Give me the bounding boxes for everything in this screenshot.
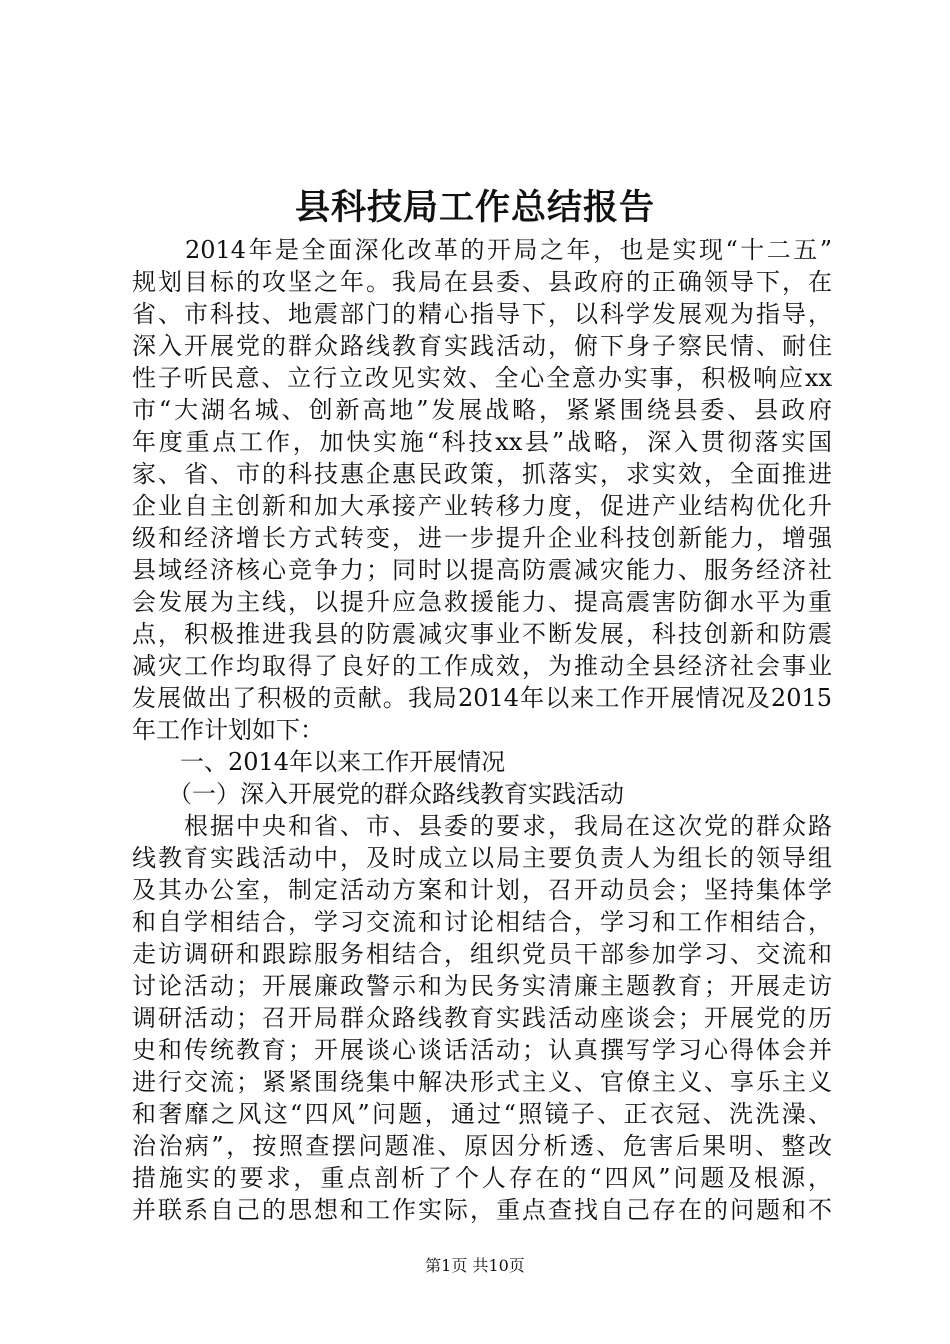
text-line: 进行交流；紧紧围绕集中解决形式主义、官僚主义、享乐主义 [132,1068,832,1096]
text-line: 措施实的要求，重点剖析了个人存在的“四风”问题及根源， [132,1164,832,1192]
document-title: 县科技局工作总结报告 [294,187,655,228]
document-body [132,234,832,1226]
text-line: 省、市科技、地震部门的精心指导下，以科学发展观为指导， [132,300,832,328]
text-line: 和奢靡之风这“四风”问题，通过“照镜子、正衣冠、洗洗澡、 [132,1100,832,1128]
text-line: 会发展为主线，以提升应急救援能力、提高震害防御水平为重 [132,588,832,616]
text-line: 走访调研和跟踪服务相结合，组织党员干部参加学习、交流和 [132,940,832,968]
text-line: 级和经济增长方式转变，进一步提升企业科技创新能力，增强 [132,524,832,552]
text-line: 企业自主创新和加大承接产业转移力度，促进产业结构优化升 [132,492,832,520]
text-line: 2014年是全面深化改革的开局之年，也是实现“十二五” [132,236,832,264]
text-line: 线教育实践活动中，及时成立以局主要负责人为组长的领导组 [132,844,832,872]
text-line: 市“大湖名城、创新高地”发展战略，紧紧围绕县委、县政府 [132,396,832,424]
text-line: 家、省、市的科技惠企惠民政策，抓落实，求实效，全面推进 [132,460,832,488]
text-line: 并联系自己的思想和工作实际，重点查找自己存在的问题和不 [132,1196,832,1224]
text-line: 县域经济核心竞争力；同时以提高防震减灾能力、服务经济社 [132,556,832,584]
text-line: 点，积极推进我县的防震减灾事业不断发展，科技创新和防震 [132,620,832,648]
text-line: 深入开展党的群众路线教育实践活动，俯下身子察民情、耐住 [132,332,832,360]
text-line: 减灾工作均取得了良好的工作成效，为推动全县经济社会事业 [132,652,832,680]
text-line: 年工作计划如下： [132,716,324,744]
text-line: 发展做出了积极的贡献。我局2014年以来工作开展情况及2015 [132,684,832,712]
text-line: 和自学相结合，学习交流和讨论相结合，学习和工作相结合， [132,908,832,936]
subsection-heading: （一）深入开展党的群众路线教育实践活动 [132,780,624,808]
page-number: 第1页 共10页 [425,1256,525,1275]
text-line: 讨论活动；开展廉政警示和为民务实清廉主题教育；开展走访 [132,972,832,1000]
text-line: 年度重点工作，加快实施“科技xx县”战略，深入贯彻落实国 [132,428,832,456]
section-heading: 一、2014年以来工作开展情况 [132,748,506,776]
text-line: 性子听民意、立行立改见实效、全心全意办实事，积极响应xx [132,364,832,392]
text-line: 根据中央和省、市、县委的要求，我局在这次党的群众路 [132,812,832,840]
text-line: 规划目标的攻坚之年。我局在县委、县政府的正确领导下，在 [132,268,832,296]
text-line: 及其办公室，制定活动方案和计划，召开动员会；坚持集体学 [132,876,832,904]
text-line: 调研活动；召开局群众路线教育实践活动座谈会；开展党的历 [132,1004,832,1032]
text-line: 史和传统教育；开展谈心谈话活动；认真撰写学习心得体会并 [132,1036,832,1064]
text-line: 治治病”，按照查摆问题准、原因分析透、危害后果明、整改 [132,1132,832,1160]
